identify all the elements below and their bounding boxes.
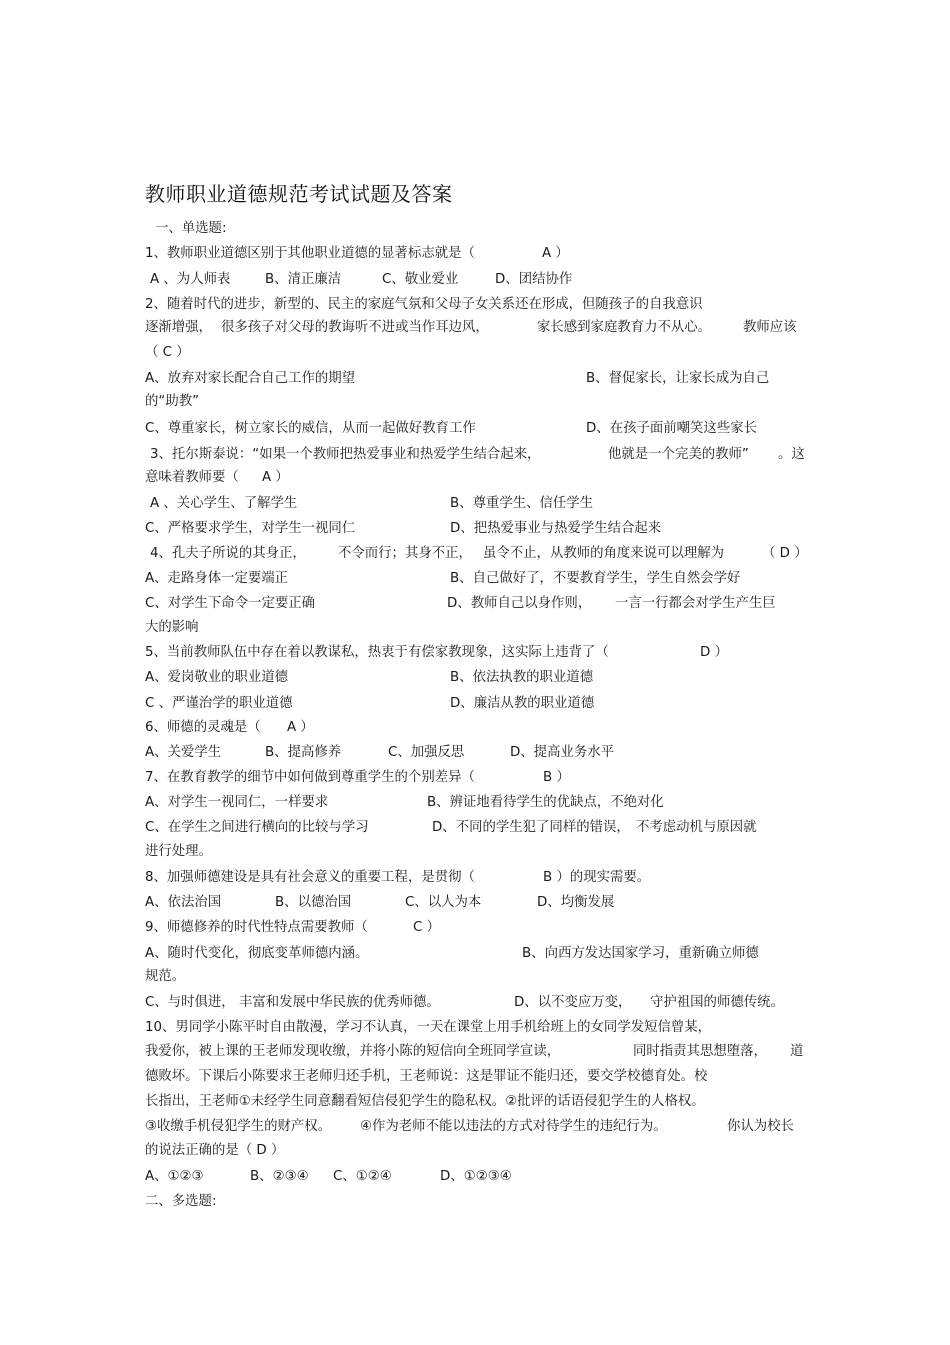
q6-answer: A ） (287, 720, 314, 735)
q8-option-c: C、以人为本 (405, 895, 482, 910)
q5-answer: D ） (700, 645, 728, 660)
q7-option-a: A、对学生一视同仁，一样要求 (145, 795, 329, 810)
q9-option-b: B、向西方发达国家学习，重新确立师德 (522, 946, 759, 961)
q10-line-2b: 同时指责其思想堕落， (633, 1044, 767, 1059)
q10-line-1: 10、男同学小陈平时自由散漫，学习不认真，一天在课堂上用手机给班上的女同学发短信曾某， (145, 1020, 712, 1035)
q10-line-5a: ③收缴手机侵犯学生的财产权。 (145, 1119, 332, 1134)
q2-line-2c: 家长感到家庭教育力不从心。 (537, 320, 712, 335)
q10-line-5b: ④作为老师不能以违法的方式对待学生的违纪行为。 (360, 1119, 667, 1134)
q3-answer: A ） (262, 470, 289, 485)
q7-stem: 7、在教育教学的细节中如何做到尊重学生的个别差异（ (145, 770, 475, 785)
q4-line-1a: 4、孔夫子所说的其身正， (150, 546, 306, 561)
q4-line-1c: 虽令不止，从教师的角度来说可以理解为 (483, 546, 725, 561)
q3-line-1a: 3、托尔斯泰说：“如果一个教师把热爱事业和热爱学生结合起来， (150, 447, 541, 462)
q10-line-3: 德败坏。下课后小陈要求王老师归还手机，王老师说：这是罪证不能归还，要交学校德育处。校 (145, 1069, 708, 1084)
q7-option-d-cont: 进行处理。 (145, 844, 212, 859)
q9-answer: C ） (413, 920, 440, 935)
q2-option-b-cont: 的“助教” (145, 394, 200, 409)
q3-option-c: C、严格要求学生，对学生一视同仁 (145, 521, 356, 536)
q2-answer: （ C ） (145, 345, 190, 360)
q3-option-d: D、把热爱事业与热爱学生结合起来 (450, 521, 662, 536)
q3-line-1b: 他就是一个完美的教师” (608, 447, 749, 462)
q8-stem: 8、加强师德建设是具有社会意义的重要工程，是贯彻（ (145, 870, 475, 885)
q8-answer: B ）的现实需要。 (543, 870, 651, 885)
q4-line-1b: 不令而行；其身不正， (338, 546, 472, 561)
q8-option-b: B、以德治国 (275, 895, 352, 910)
q4-option-d: D、教师自己以身作则， (447, 596, 592, 611)
q10-option-b: B、②③④ (250, 1169, 309, 1184)
q3-option-a: A 、关心学生、了解学生 (150, 496, 298, 511)
q5-option-a: A、爱岗敬业的职业道德 (145, 670, 289, 685)
q1-option-b: B、清正廉洁 (265, 272, 342, 287)
q10-option-a: A、①②③ (145, 1169, 204, 1184)
q2-line-2a: 逐渐增强， (145, 320, 212, 335)
q9-option-b-cont: 规范。 (145, 969, 186, 984)
q1-option-a: A 、为人师表 (150, 272, 231, 287)
q6-option-d: D、提高业务水平 (510, 745, 615, 760)
q10-line-2c: 道 (790, 1044, 804, 1059)
q2-line-2b: 很多孩子对父母的教诲听不进或当作耳边风， (221, 320, 489, 335)
section-heading-single-choice: 一、单选题: (155, 221, 227, 236)
q9-option-c: C、与时俱进， 丰富和发展中华民族的优秀师德。 (145, 995, 440, 1010)
q10-option-d: D、①②③④ (440, 1169, 512, 1184)
q1-option-c: C、敬业爱业 (382, 272, 459, 287)
q8-option-a: A、依法治国 (145, 895, 222, 910)
q5-option-c: C 、严谨治学的职业道德 (145, 696, 293, 711)
q7-option-d: D、不同的学生犯了同样的错误， (432, 820, 630, 835)
q5-option-d: D、廉洁从教的职业道德 (450, 696, 595, 711)
q7-option-b: B、辨证地看待学生的优缺点，不绝对化 (427, 795, 664, 810)
q4-answer: （ D ） (762, 546, 808, 561)
q10-line-4: 长指出，王老师①未经学生同意翻看短信侵犯学生的隐私权。②批评的话语侵犯学生的人格权。 (145, 1094, 705, 1109)
q3-option-b: B、尊重学生、信任学生 (450, 496, 594, 511)
q4-option-b: B、自己做好了，不要教育学生，学生自然会学好 (450, 571, 741, 586)
q9-option-a: A、随时代变化，彻底变革师德内涵。 (145, 946, 369, 961)
q10-line-5c: 你认为校长 (727, 1119, 794, 1134)
page-title: 教师职业道德规范考试试题及答案 (145, 182, 453, 206)
q9-option-d: D、以不变应万变， (514, 995, 632, 1010)
q7-option-c: C、在学生之间进行横向的比较与学习 (145, 820, 369, 835)
q9-option-d-part2: 守护祖国的师德传统。 (650, 995, 784, 1010)
q4-option-d-cont: 大的影响 (145, 620, 199, 635)
q3-line-2: 意味着教师要（ (145, 470, 239, 485)
q2-line-1: 2、随着时代的进步，新型的、民主的家庭气氛和父母子女关系还在形成，但随孩子的自我意识 (145, 297, 703, 312)
q7-answer: B ） (543, 770, 570, 785)
q2-option-c: C、尊重家长，树立家长的威信，从而一起做好教育工作 (145, 421, 476, 436)
q4-option-a: A、走路身体一定要端正 (145, 571, 289, 586)
q2-line-2d: 教师应该 (743, 320, 797, 335)
q4-option-c: C、对学生下命令一定要正确 (145, 596, 316, 611)
q6-option-a: A、关爱学生 (145, 745, 222, 760)
q2-option-a: A、放弃对家长配合自己工作的期望 (145, 371, 356, 386)
q6-stem: 6、师德的灵魂是（ (145, 720, 261, 735)
q6-option-c: C、加强反思 (388, 745, 465, 760)
q8-option-d: D、均衡发展 (537, 895, 615, 910)
q7-option-d-part2: 不考虑动机与原因就 (636, 820, 757, 835)
q2-option-d: D、在孩子面前嘲笑这些家长 (586, 421, 757, 436)
q6-option-b: B、提高修养 (265, 745, 342, 760)
q1-stem: 1、教师职业道德区别于其他职业道德的显著标志就是（ (145, 246, 475, 261)
q3-line-1c: 。这 (778, 447, 805, 462)
q9-stem: 9、师德修养的时代性特点需要教师（ (145, 920, 368, 935)
q10-option-c: C、①②④ (333, 1169, 392, 1184)
section-heading-multi-choice: 二、多选题: (145, 1194, 217, 1209)
q10-line-6: 的说法正确的是（ D ） (145, 1143, 285, 1158)
q4-option-d-part2: 一言一行都会对学生产生巨 (615, 596, 776, 611)
q5-option-b: B、依法执教的职业道德 (450, 670, 594, 685)
q2-option-b: B、督促家长，让家长成为自己 (586, 371, 770, 386)
q10-line-2a: 我爱你，被上课的王老师发现收缴，并将小陈的短信向全班同学宣读， (145, 1044, 561, 1059)
q5-stem: 5、当前教师队伍中存在着以教谋私，热衷于有偿家教现象，这实际上违背了（ (145, 645, 609, 660)
q1-option-d: D、团结协作 (495, 272, 573, 287)
q1-answer: A ） (542, 246, 569, 261)
